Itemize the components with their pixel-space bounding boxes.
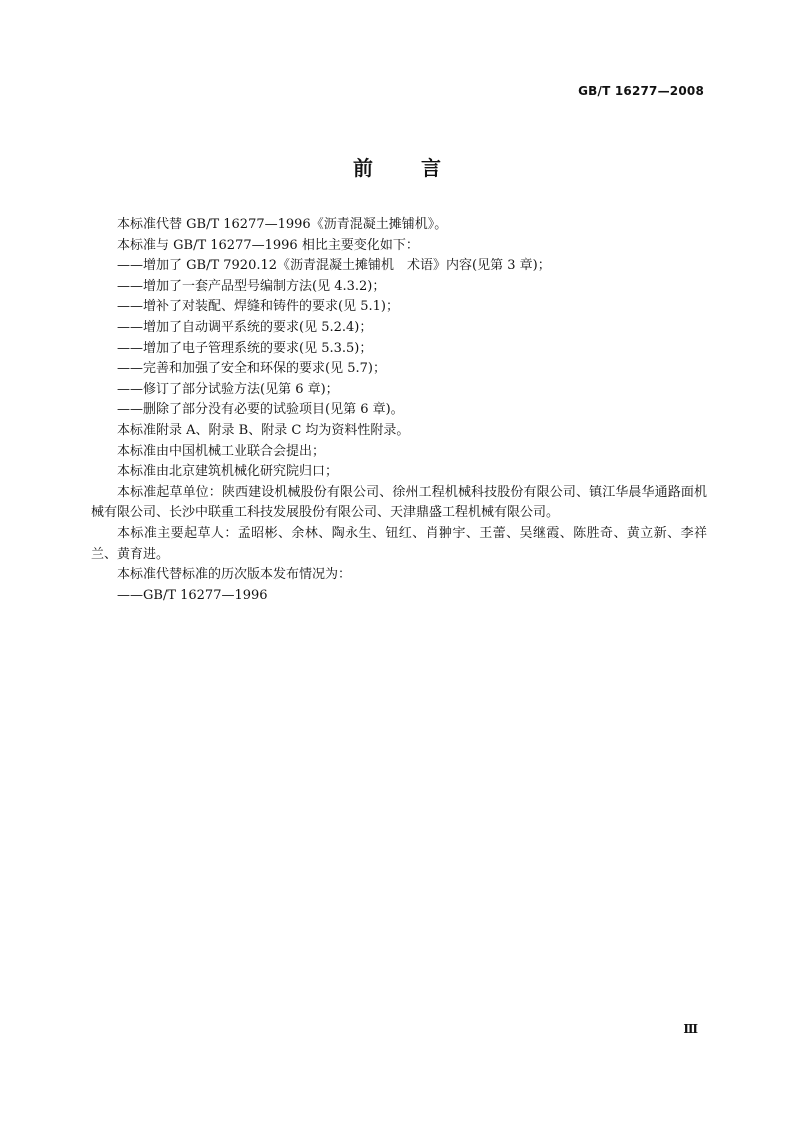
paragraph-replaces: 本标准代替 GB/T 16277—1996《沥青混凝土摊铺机》。	[117, 217, 448, 232]
paragraph-changes-intro: 本标准与 GB/T 16277—1996 相比主要变化如下：	[117, 237, 419, 253]
change-item: ——修订了部分试验方法(见第 6 章)；	[117, 381, 339, 397]
standard-code-header: GB/T 16277—2008	[578, 84, 704, 98]
paragraph-under-jurisdiction: 本标准由北京建筑机械化研究院归口；	[117, 464, 339, 480]
change-item: ——增加了一套产品型号编制方法(见 4.3.2)；	[117, 278, 386, 294]
paragraph-appendices: 本标准附录 A、附录 B、附录 C 均为资料性附录。	[117, 422, 410, 438]
page-title: 前言	[353, 156, 489, 180]
change-item: ——增加了自动调平系统的要求(见 5.2.4)；	[117, 319, 373, 335]
change-item: ——增补了对装配、焊缝和铸件的要求(见 5.1)；	[117, 299, 399, 315]
change-item: ——增加了 GB/T 7920.12《沥青混凝土摊铺机 术语》内容(见第 3 章)；	[117, 258, 551, 274]
version-history-item: ——GB/T 16277—1996	[117, 587, 268, 603]
paragraph-drafters: 本标准主要起草人：孟昭彬、余林、陶永生、钮红、肖翀宇、王蕾、吴继霞、陈胜奇、黄立新、李祥兰、黄育进。	[91, 525, 707, 562]
foreword-body	[91, 215, 707, 606]
paragraph-drafting-units: 本标准起草单位：陕西建设机械股份有限公司、徐州工程机械科技股份有限公司、镇江华晨华通路面机械有限公司、长沙中联重工科技发展股份有限公司、天津鼎盛工程机械有限公司。	[91, 484, 707, 521]
page-number: Ⅲ	[683, 1022, 698, 1036]
change-item: ——完善和加强了安全和环保的要求(见 5.7)；	[117, 361, 386, 377]
paragraph-proposed-by: 本标准由中国机械工业联合会提出；	[117, 443, 326, 459]
change-item: ——增加了电子管理系统的要求(见 5.3.5)；	[117, 340, 373, 356]
change-item: ——删除了部分没有必要的试验项目(见第 6 章)。	[117, 402, 404, 418]
paragraph-version-history-intro: 本标准代替标准的历次版本发布情况为：	[117, 567, 352, 583]
